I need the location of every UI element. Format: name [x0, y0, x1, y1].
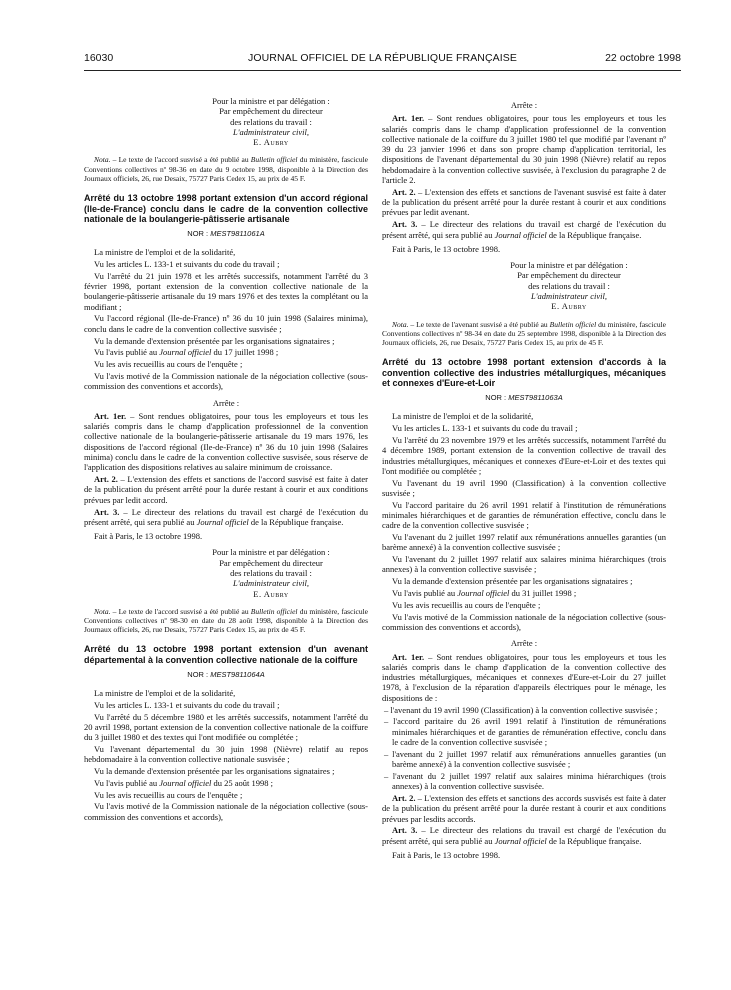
- article-jo: Journal officiel: [494, 835, 547, 846]
- visa-jo: Journal officiel: [457, 588, 510, 599]
- article-text: de la République française.: [546, 835, 642, 846]
- header-rule: [84, 70, 681, 71]
- nota: [84, 607, 368, 635]
- visa: Vu les avis recueillis au cours de l'enquête ;: [94, 789, 243, 800]
- signature-block: [174, 547, 368, 598]
- visa-text: du 25 août 1998 ;: [211, 777, 274, 788]
- visa: La ministre de l'emploi et de la solidarité,: [94, 247, 236, 258]
- decree-title: Arrêté du 13 octobre 1998 portant extension d'un accord régional (Ile-de-France) conclu dans le cadre de la convention collective nationale de la boulangerie-pâtisserie artisanale: [84, 193, 368, 225]
- visa: Vu la demande d'extension présentée par les organisations signataires ;: [94, 335, 335, 346]
- article-text: – Le directeur des relations du travail est chargé de l'exécution du présent arrêté, qui sera publié au: [84, 506, 369, 527]
- left-column: [84, 96, 368, 824]
- visa-text: Vu l'avis publié au: [94, 777, 160, 788]
- visa: Vu l'avenant départemental du 30 juin 1998 (Nièvre) relatif au repos hebdomadaire à la convention collective nationale susvisée ;: [84, 743, 368, 765]
- nor-label: NOR :: [187, 228, 211, 238]
- list-item: – l'avenant du 19 avril 1990 (Classification) à la convention collective susvisée ;: [384, 704, 658, 715]
- article-text: – L'extension des effets et sanctions des accords susvisés est faite à dater de la publication du présent arrêté pour la durée restant à courir et aux conditions prévues par lesdits accords.: [382, 792, 666, 824]
- article: [382, 652, 666, 703]
- visa: Vu la demande d'extension présentée par les organisations signataires ;: [392, 576, 633, 587]
- signature-line: des relations du travail :: [230, 567, 312, 578]
- arrete-heading: Arrête :: [510, 100, 538, 110]
- visa: La ministre de l'emploi et de la solidarité,: [94, 687, 236, 698]
- list-item: – l'avenant du 2 juillet 1997 relatif aux rémunérations annuelles garanties (un barème annexé) à la convention collective susvisée ;: [384, 748, 666, 770]
- visa: La ministre de l'emploi et de la solidarité,: [392, 411, 534, 422]
- visa-text: du 31 juillet 1998 ;: [509, 588, 577, 599]
- article: [382, 825, 666, 846]
- visa-text: Vu l'avis publié au: [94, 347, 160, 358]
- visa: Vu les articles L. 133-1 et suivants du code du travail ;: [392, 423, 578, 434]
- nota-bulletin: Bulletin officiel: [250, 606, 298, 616]
- nota-text: du ministère, fascicule Conventions collectives nº 98-34 en date du 25 septembre 1998, disponible à la Direction des Journaux officiels, 26, rue Desaix, 75727 Paris Cedex 15, au prix de 45 F.: [382, 319, 666, 348]
- article-label: Art. 3.: [94, 506, 120, 517]
- signature-line: Par empêchement du directeur: [219, 557, 323, 568]
- article-text: – Sont rendues obligatoires, pour tous les employeurs et tous les salariés compris dans le champ d'application professionnel de la convention collective nationale de la coiffure du 3 juillet 1980 tel que modifié par l'avenant nº 39 du 23 janvier 1996 et dans son propre champ d'application territorial, les dispositions de l'avenant départemental du 30 juin 1998 (Nièvre) relatif au repos hebdomadaire à la convention collective susvisée, à l'exclusion du paragraphe 2 de l'article 2.: [382, 113, 667, 186]
- nota-text: – Le texte de l'avenant susvisé a été publié au: [408, 319, 550, 329]
- decree-title: Arrêté du 13 octobre 1998 portant extension d'accords à la convention collective des industries métallurgiques, mécaniques et connexes d'Eure-et-Loir: [382, 357, 666, 389]
- nota: [84, 155, 368, 183]
- article-text: – L'extension des effets et sanctions de l'avenant susvisé est faite à dater de la publication du présent arrêté pour la durée restant à courir et aux conditions prévues par ledit avenant.: [382, 186, 667, 218]
- visa: Vu l'avenant du 2 juillet 1997 relatif aux rémunérations annuelles garanties (un barème annexé) à la convention collective susvisée ;: [382, 532, 666, 553]
- article: [84, 411, 368, 473]
- nota-text: – Le texte de l'accord susvisé a été publié au: [110, 606, 251, 616]
- visa-text: du 17 juillet 1998 ;: [211, 347, 279, 358]
- nota-text: – Le texte de l'accord susvisé a été publié au: [110, 155, 251, 165]
- article: [84, 507, 368, 528]
- article: [382, 793, 666, 824]
- nota-label: Nota.: [94, 606, 111, 616]
- nota-text: du ministère, fascicule Conventions collectives nº 98-36 en date du 9 octobre 1998, disponible à la Direction des Journaux officiels, 26, rue Desaix, 75727 Paris Cedex 15, au prix de 45 F.: [84, 155, 368, 183]
- decree-title: Arrêté du 13 octobre 1998 portant extension d'un avenant départemental à la convention collective nationale de la coiffure: [84, 644, 368, 666]
- article-text: – Sont rendues obligatoires, pour tous les employeurs et tous les salariés compris dans le champ d'application professionnel de la convention collective nationale de la boulangerie-pâtisserie artisanale du 19 mars 1976, les dispositions de l'accord régional (Ile-de-France) nº 36 du 10 juin 1998 (Salaires minima) conclu dans le cadre de la convention collective susvisée, sous réserve de l'application des dispositions relatives au salaire minimum de croissance.: [84, 410, 369, 473]
- page-number: 16030: [84, 52, 114, 64]
- article-label: Art. 2.: [94, 474, 118, 485]
- visa-jo: Journal officiel: [159, 347, 212, 358]
- right-column: [382, 100, 666, 866]
- signature-title: L'administrateur civil,: [531, 291, 607, 302]
- signature-line: Par empêchement du directeur: [219, 106, 323, 117]
- nota-bulletin: Bulletin officiel: [549, 319, 597, 329]
- arrete-heading: Arrête :: [212, 397, 240, 408]
- article-label: Art. 1er.: [392, 651, 425, 662]
- visa: Vu l'arrêté du 5 décembre 1980 et les arrêtés successifs, notamment l'arrêté du 20 avril 1998, portant extension de la convention collective nationale de la coiffure du 3 juillet 1980 et des textes qui l'ont modifiée ou complétée ;: [84, 711, 368, 743]
- article-text: – Le directeur des relations du travail est chargé de l'exécution du présent arrêté, qui sera publié au: [382, 825, 667, 846]
- signature-block: [472, 260, 666, 311]
- article: [382, 219, 666, 240]
- nor-reference: [382, 393, 666, 403]
- visa: Vu l'arrêté du 21 juin 1978 et les arrêtés successifs, notamment l'arrêté du 3 février 1998, portant extension de la convention collective nationale de la boulangerie-pâtisserie artisanale du 19 mars 1976 et des textes la complétant ou la modifiant ;: [84, 270, 368, 312]
- visa: Vu l'accord régional (Ile-de-France) nº 36 du 10 juin 1998 (Salaires minima), conclu dans le cadre de la convention collective susvisée ;: [84, 313, 368, 334]
- nota-label: Nota.: [94, 155, 111, 165]
- visa: [382, 588, 666, 598]
- signature-title: L'administrateur civil,: [233, 126, 309, 137]
- visa: Vu l'avenant du 19 avril 1990 (Classification) à la convention collective susvisée ;: [382, 477, 666, 498]
- article-label: Art. 3.: [392, 219, 418, 230]
- visa: Vu l'arrêté du 23 novembre 1979 et les arrêtés successifs, notamment l'arrêté du 4 décembre 1989, portant extension de la convention collective de travail des industries métallurgiques, mécaniques et connexes d'Eure-et-Loir et des textes qui l'ont modifiée ou complétée ;: [382, 434, 666, 476]
- article-text: – L'extension des effets et sanctions de l'accord susvisé est faite à dater de la publication du présent arrêté pour la durée restant à courir et aux conditions prévues par ledit accord.: [84, 474, 368, 505]
- article: [84, 474, 368, 505]
- signed-place-date: Fait à Paris, le 13 octobre 1998.: [94, 531, 203, 542]
- article-jo: Journal officiel: [196, 516, 249, 527]
- nota: [382, 320, 666, 348]
- article-label: Art. 2.: [392, 792, 416, 803]
- nor-code: MEST9811063A: [508, 393, 563, 403]
- signature-line: Pour la ministre et par délégation :: [212, 547, 330, 558]
- nota-label: Nota.: [392, 319, 409, 329]
- article-text: de la République française.: [248, 516, 344, 527]
- list-item: – l'accord paritaire du 26 avril 1991 relatif à l'institution de rémunérations minimales hiérarchiques et de garanties de rémunération effective, conclu dans le cadre de la convention collective susvisée ;: [384, 716, 666, 747]
- signatory-name: E. Aubry: [253, 137, 289, 148]
- article-label: Art. 3.: [392, 825, 418, 836]
- visa: [84, 778, 368, 788]
- signatory-name: E. Aubry: [551, 301, 587, 312]
- signed-place-date: Fait à Paris, le 13 octobre 1998.: [392, 243, 501, 254]
- signature-title: L'administrateur civil,: [233, 578, 309, 589]
- signature-line: des relations du travail :: [230, 116, 312, 127]
- nor-code: MEST9811061A: [210, 228, 265, 238]
- arrete-heading: Arrête :: [510, 638, 538, 649]
- article-label: Art. 1er.: [392, 113, 425, 124]
- visa-jo: Journal officiel: [159, 777, 212, 788]
- article-text: de la République française.: [546, 229, 642, 240]
- signature-line: des relations du travail :: [528, 280, 610, 291]
- signed-place-date: Fait à Paris, le 13 octobre 1998.: [392, 849, 501, 860]
- article-text: – Sont rendues obligatoires, pour tous les employeurs et tous les salariés compris dans le champ d'application de la convention collective des industries métallurgiques, mécaniques et connexes d'Eure-et-Loir du 27 juillet 1978, à l'exclusion de la réparation d'appareils électriques pour le ménage, les dispositions de :: [382, 651, 667, 703]
- nor-reference: [84, 670, 368, 680]
- nota-text: du ministère, fascicule Conventions collectives nº 98-30 en date du 28 août 1998, disponible à la Direction des Journaux officiels, 26, rue Desaix, 75727 Paris Cedex 15, au prix de 45 F.: [84, 606, 368, 635]
- issue-date: 22 octobre 1998: [605, 52, 681, 64]
- visa: [84, 347, 368, 357]
- visa-text: Vu l'avis publié au: [392, 588, 458, 599]
- visa: Vu l'avis motivé de la Commission nationale de la négociation collective (sous-commission des conventions et accords),: [84, 801, 368, 822]
- visa: Vu les articles L. 133-1 et suivants du code du travail ;: [94, 699, 280, 710]
- nor-code: MEST9811064A: [210, 669, 265, 679]
- nota-bulletin: Bulletin officiel: [250, 155, 298, 165]
- list-item: – l'avenant du 2 juillet 1997 relatif aux salaires minima hiérarchiques (trois annexes) à la convention collective susvisée.: [384, 770, 666, 792]
- page-header: [84, 52, 681, 68]
- nor-label: NOR :: [485, 393, 509, 403]
- article-label: Art. 2.: [392, 186, 416, 197]
- visa: Vu les avis recueillis au cours de l'enquête ;: [94, 359, 243, 370]
- signatory-name: E. Aubry: [253, 588, 289, 599]
- nor-reference: [84, 229, 368, 239]
- visa: Vu l'avis motivé de la Commission nationale de la négociation collective (sous-commission des conventions et accords),: [382, 611, 666, 632]
- nor-label: NOR :: [187, 669, 211, 679]
- signature-block: [174, 96, 368, 147]
- journal-title: JOURNAL OFFICIEL DE LA RÉPUBLIQUE FRANÇAISE: [248, 52, 517, 64]
- signature-line: Pour la ministre et par délégation :: [212, 96, 330, 106]
- visa: Vu l'avis motivé de la Commission nationale de la négociation collective (sous-commission des conventions et accords),: [84, 370, 368, 392]
- article-text: – Le directeur des relations du travail est chargé de l'exécution du présent arrêté, qui sera publié au: [382, 219, 667, 240]
- signature-line: Par empêchement du directeur: [517, 270, 621, 281]
- signature-line: Pour la ministre et par délégation :: [510, 260, 628, 271]
- visa: Vu les avis recueillis au cours de l'enquête ;: [392, 599, 541, 610]
- visa: Vu la demande d'extension présentée par les organisations signataires ;: [94, 766, 335, 777]
- article-label: Art. 1er.: [94, 410, 127, 421]
- article-jo: Journal officiel: [494, 229, 547, 240]
- visa: Vu l'avenant du 2 juillet 1997 relatif aux salaires minima hiérarchiques (trois annexes) à la convention collective susvisée ;: [382, 554, 666, 575]
- article: [382, 113, 666, 185]
- visa: Vu les articles L. 133-1 et suivants du code du travail ;: [94, 258, 280, 269]
- visa: Vu l'accord paritaire du 26 avril 1991 relatif à l'institution de rémunérations minimales hiérarchiques et de garanties de rémunération effective, conclu dans le cadre de la convention collective susvisée ;: [382, 499, 666, 531]
- article: [382, 187, 666, 218]
